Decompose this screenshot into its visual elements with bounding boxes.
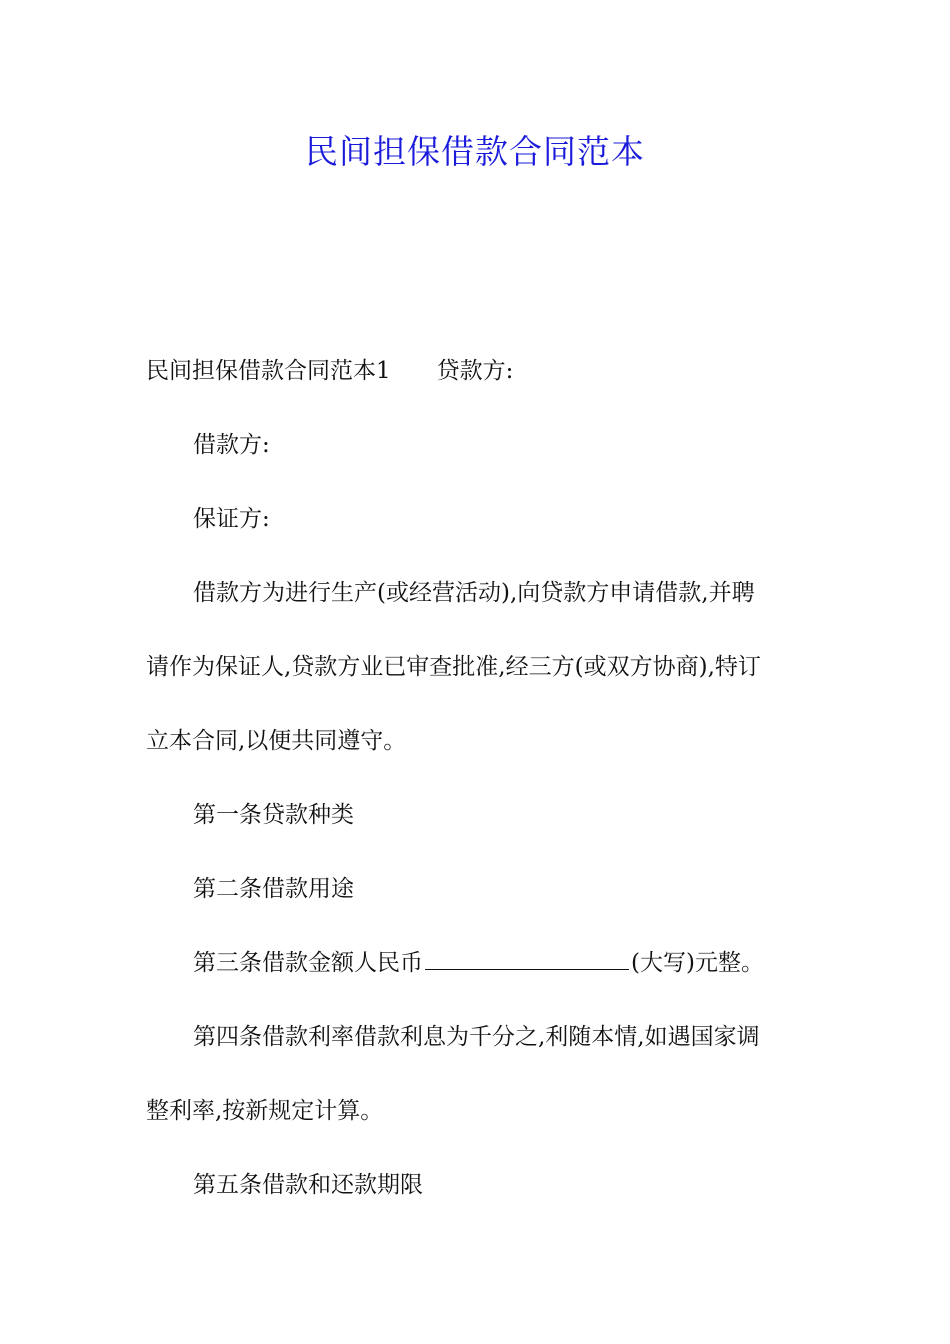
article-4-line-1: 第四条借款利率借款利息为千分之,利随本情,如遇国家调 (193, 1024, 760, 1050)
article-4-line-2: 整利率,按新规定计算。 (146, 1098, 384, 1124)
article-3 (146, 926, 810, 1000)
document-body (146, 334, 810, 1222)
article-3-suffix: (大写)元整。 (631, 950, 764, 976)
paragraph-intro-line-2: 请作为保证人,贷款方业已审查批准,经三方(或双方协商),特订 (146, 654, 761, 680)
article-1: 第一条贷款种类 (193, 802, 354, 828)
heading-line (146, 334, 810, 408)
article-2: 第二条借款用途 (193, 876, 354, 902)
contract-heading: 民间担保借款合同范本1 (146, 358, 391, 384)
article-5: 第五条借款和还款期限 (193, 1172, 423, 1198)
lender-label: 贷款方: (436, 358, 514, 384)
paragraph-intro-line-3: 立本合同,以便共同遵守。 (146, 728, 407, 754)
paragraph-intro-line-1: 借款方为进行生产(或经营活动),向贷款方申请借款,并聘 (193, 580, 755, 606)
guarantor-label: 保证方: (193, 506, 270, 532)
article-3-text: 第三条借款金额人民币 (193, 950, 423, 976)
borrower-label: 借款方: (193, 432, 270, 458)
amount-blank (425, 947, 629, 970)
document-title: 民间担保借款合同范本 (305, 132, 645, 171)
